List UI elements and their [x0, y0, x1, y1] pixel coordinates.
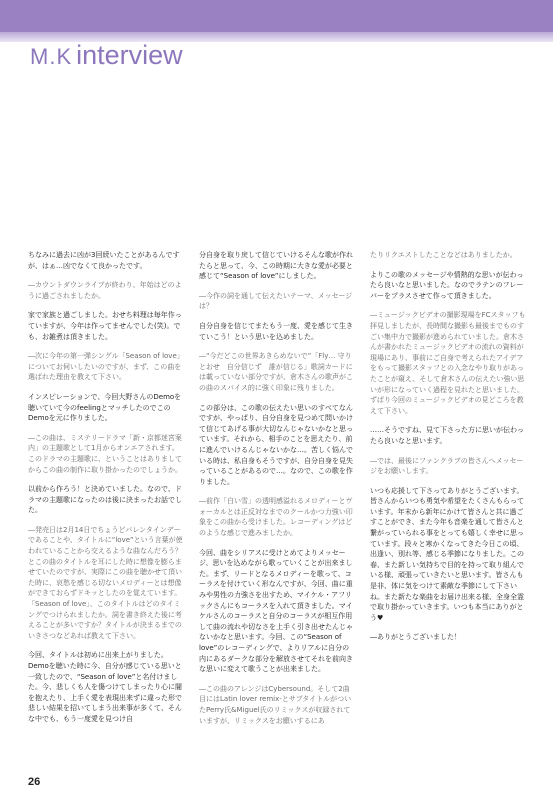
interview-question: ―では、最後にファンクラブの皆さんへメッセージをお願いします。 [370, 456, 524, 476]
interview-answer: いつも応援して下さってありがとうございます。皆さんからいつも勇気や希望をたくさんもらっています。年末から新年にかけて皆さんと共に過ごすことができ、また今年も音楽を通して皆さんと繋がっていられる事をとっても嬉しく幸せに思っています。段々と寒かくなってきた今日この頃、出逢い、別れ等、感じる季節になりました。この春、また新しい気持ちで目的を持って取り組んでいる様、頑張っていきたいと思います。皆さんも是非、体に気をつけて素敵な季節にして下さいね。また新たな楽曲をお届け出来る様、全身全霊で取り掛かっていきます。いつも本当にありがとう♥ [370, 486, 524, 622]
column-3 [370, 250, 527, 770]
interview-answer: ちなみに過去に凶が3回続いたことがあるんですが、はぁ…凶でなくて良かったです。 [28, 251, 180, 270]
interview-question: ―前作「白い雪」の透明感溢れるメロディーとヴォーカルとは正反対なまでのクールかつ力強い印象をこの曲から受けました。レコーディングはどのような感じで進みましたか。 [199, 497, 353, 538]
interview-question: ―カウントダウンライブが終わり、年始はどのように過ごされましたか。 [28, 281, 182, 300]
column-2 [199, 250, 356, 770]
interview-answer: 今回、曲をシリアスに受けとめてよりメッセージ、思いを込めながら歌っていくことが出来ました。まず、リードとなるメロディーを歌って、コーラスを付けていく形なんですが、今回、曲に重みや男性の力強さを出すため、マイケル・アフリックさんにもコーラスを入れて頂きました。マイケルさんのコーラスと自分のコーラスが相互作用して曲の流れや切なさを上手く引き出せたんじゃないかなと思います。今回、この“Season of love”のレコーディングで、よりリアルに自分の内にあるダークな部分を解放させてそれを前向きな思いに変えて歌うことが出来ました。 [199, 548, 353, 674]
interview-question: たりリクエストしたことなどはありましたか。 [370, 251, 517, 259]
top-banner-band [0, 0, 553, 32]
column-1 [28, 250, 185, 770]
interview-answer: 今回、タイトルは初めに出来上がりました。Demoを聴いた時に今、自分が感じている思いと一致したので、“Season of love”と名付けました。今、悲しくも人を傷つけてしまったり心に闇を抱えたり、上手く愛を表現出来ずに違った形で悲しい結果を招いてしまう出来事が多くて、そんな中でも、もう一度愛を見つけ自 [28, 651, 182, 723]
interview-question: ―“今だどこの世界あきらめないで”「Fly… 守りとおせ 自分信じず 誰が信じる」歌詞カードには載っていない部分ですが、倉木さんの歌声がこの曲のスパイス的に強く印象に残りました。 [199, 352, 353, 392]
interview-question: ―今作の詞を通して伝えたいテーマ、メッセージは？ [199, 291, 353, 311]
interview-question: ―ミュージックビデオの撮影現場をFCスタッフも拝見しましたが、長時間な撮影も最後までものすごい集中力で撮影が進められていました。倉木さんが書かれたミュージックビデオの流れの資料が現場にあり、事前にご自身で考えられたアイデアをもって撮影スタッフとの入念なやり取りがあったことが窺え、そして倉木さんの伝えたい強い思いが形になっていく過程を見れたと思いました。ずばり今回のミュージックビデオの見どころを教えて下さい。 [370, 311, 526, 415]
interview-question: ―この曲は、ミステリードラマ「新・京都迷宮案内」の主題歌として1月からオンエアされます。このドラマの主題歌に、ということはありましてからこの曲の制作に取り掛かったのでしょうか。 [28, 433, 182, 474]
top-banner [0, 0, 553, 42]
interview-question: ―発売日は2月14日でちょうどバレンタインデーであることや、タイトルに“love”という言葉が使われていることから交えるような曲なんだろう？とこの曲のタイトルを耳にした時に想像を膨らませていたのですが、実際にこの曲を聴かせて頂いた時に、哀愁を感じる切ないメロディーとは想像ができておらずドキッとしたのを覚えています。「Season of love」、このタイトルはどのタイミングでつけられましたか。詞を書き終えた後に考えることが多いですか？タイトルが決まるまでのいきさつなどあれば教えて下さい。 [28, 525, 183, 640]
interview-answer: ―ありがとうございました！ [370, 633, 461, 642]
interview-question: ―次に今年の第一弾シングル「Season of love」についてお伺いしたいのですが、まず、この曲を選ばれた理由を教えて下さい。 [28, 352, 184, 382]
interview-question: ―この曲のアレンジはCybersound。そして2曲目にはLatin lover remix-とサブタイトルがついたPerry氏&Miguel氏のリミックスが収録されていますが、リミックスをお願いするにあ [199, 684, 352, 725]
interview-answer: よりこの歌のメッセージや情熱的な思いが伝わったら良いなと思いました。なのでラテンのフレーバーをプラスさせて作って頂きました。 [370, 270, 524, 300]
header-title: interview [76, 40, 183, 70]
interview-answer: この部分は、この歌の伝えたい思いのすべてなんですが、やっぱり、自分自身を見つめて問いかけて信じてあげる事が大切なんじゃないかなと思っています。それから、相手のことを思えたり、前に進んでいけるんじゃないかな…。苦しく悩んでいる時は、私自身もそうですが、自分自身を見失っていることがあるので…。なので、この歌を作りました。 [199, 403, 353, 486]
interview-answer: インスピレーションで、今回大野さんのDemoを聴いていて今のfeelingとマッチしたのでこのDemoを元に作りました。 [28, 392, 182, 423]
header-prefix: M.K [30, 44, 73, 69]
interview-answer: ……そうですね、見て下さった方に思いが伝わったら良いなと思います。 [370, 426, 524, 445]
page-number: 26 [28, 776, 41, 788]
interview-answer: 分自身を取り戻して信じていけるそんな歌が作れたらと思って、今、この時期に大きな愛が必要と感じて“Season of love”にしました。 [199, 251, 353, 281]
interview-answer: 自分自身を信じてまたもう一度、愛を感じて生きていこう！という思いを込めました。 [199, 321, 353, 341]
interview-answer: 家で家族と過ごしました。おせち料理は毎年作っていますが、今年は作ってませんでした(笑)。でも、お雑煮は頂きました。 [28, 311, 182, 341]
article-columns [28, 250, 528, 770]
page-header [30, 40, 183, 80]
interview-answer: 以前から作ろう！と決めていました。なので、ドラマの主題歌になったのは後に決まったお話でした。 [28, 485, 182, 515]
